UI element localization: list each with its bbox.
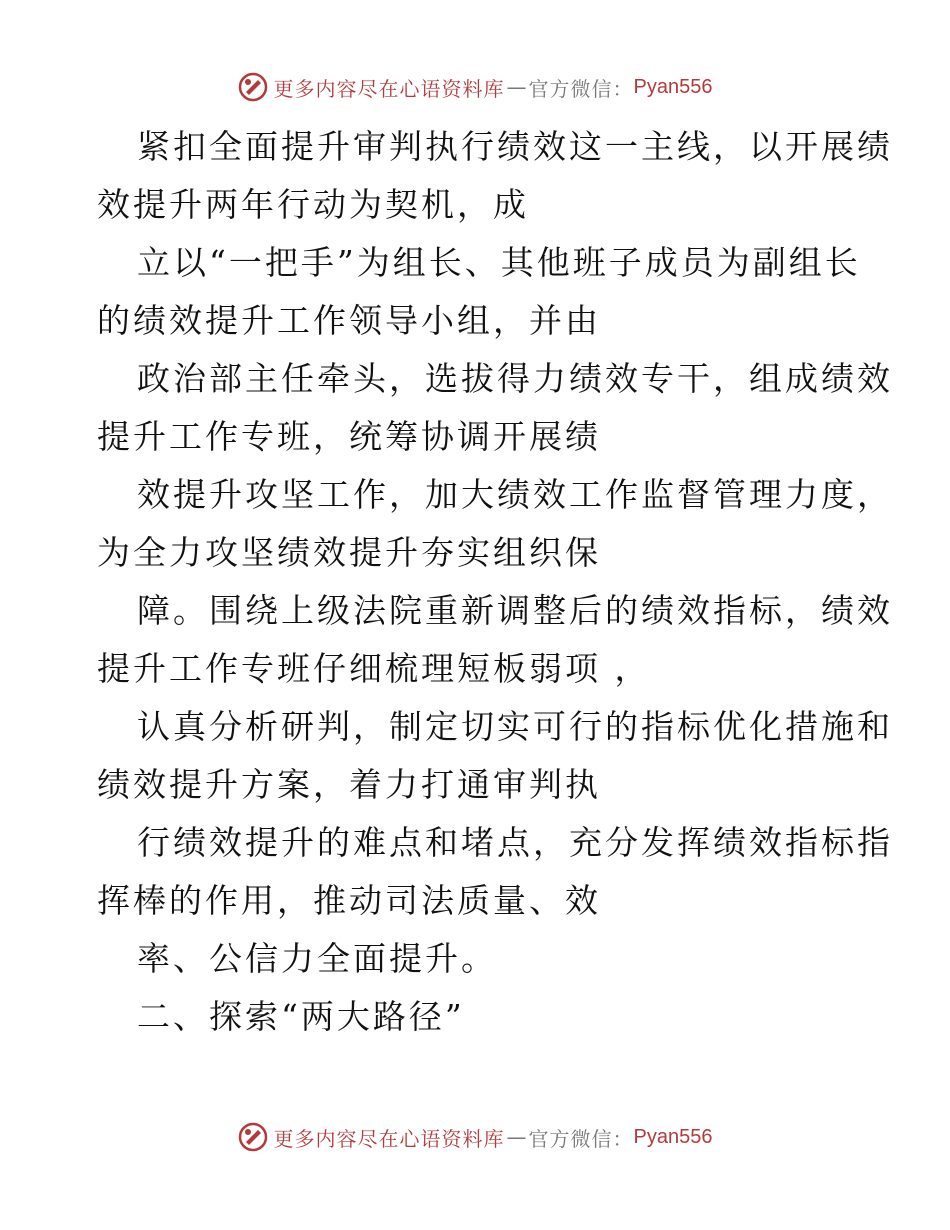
text-line: 障。围绕上级法院重新调整后的绩效指标，绩效: [137, 591, 893, 630]
wechat-id: Pyan556: [633, 1125, 713, 1148]
banner-dash: —: [506, 1125, 527, 1149]
paragraph: [97, 814, 893, 930]
paragraph: [97, 582, 893, 698]
text-line: 立以“一把手”为组长、其他班子成员为副组长: [137, 243, 861, 282]
paragraph: [97, 698, 893, 814]
paragraph: [97, 466, 893, 582]
brand-logo-icon: [238, 1122, 268, 1152]
text-line: 提升工作专班，统筹协调开展绩: [97, 417, 601, 456]
footer-watermark: [0, 1122, 950, 1152]
text-line: 率、公信力全面提升。: [137, 939, 497, 978]
header-watermark: [0, 72, 950, 102]
text-line: 效提升两年行动为契机，成: [97, 185, 529, 224]
text-line: 绩效提升方案，着力打通审判执: [97, 765, 601, 804]
text-line: 挥棒的作用，推动司法质量、效: [97, 881, 601, 920]
banner-dash: —: [506, 75, 527, 99]
text-line: 紧扣全面提升审判执行绩效这一主线，以开展绩: [137, 127, 893, 166]
section-heading: [97, 988, 857, 1046]
text-line: 的绩效提升工作领导小组，并由: [97, 301, 601, 340]
text-line: 提升工作专班仔细梳理短板弱项 ，: [97, 649, 651, 688]
text-line: 为全力攻坚绩效提升夯实组织保: [97, 533, 601, 572]
text-line: 二、探索“两大路径”: [137, 997, 465, 1036]
paragraph: [97, 234, 861, 350]
text-line: 行绩效提升的难点和堵点，充分发挥绩效指标指: [137, 823, 893, 862]
brand-logo-icon: [238, 72, 268, 102]
paragraph: [97, 350, 893, 466]
text-line: 政治部主任牵头，选拔得力绩效专干，组成绩效: [137, 359, 893, 398]
text-line: 认真分析研判，制定切实可行的指标优化措施和: [137, 707, 893, 746]
text-line: 效提升攻坚工作，加大绩效工作监督管理力度，: [137, 475, 893, 514]
wechat-id: Pyan556: [633, 75, 713, 98]
brand-text: 更多内容尽在心语资料库: [273, 76, 505, 101]
document-body: [97, 118, 893, 1046]
paragraph: [97, 930, 857, 988]
wechat-label: 官方微信：: [528, 76, 634, 101]
wechat-label: 官方微信：: [528, 1126, 634, 1151]
brand-text: 更多内容尽在心语资料库: [273, 1126, 505, 1151]
paragraph: [97, 118, 893, 234]
